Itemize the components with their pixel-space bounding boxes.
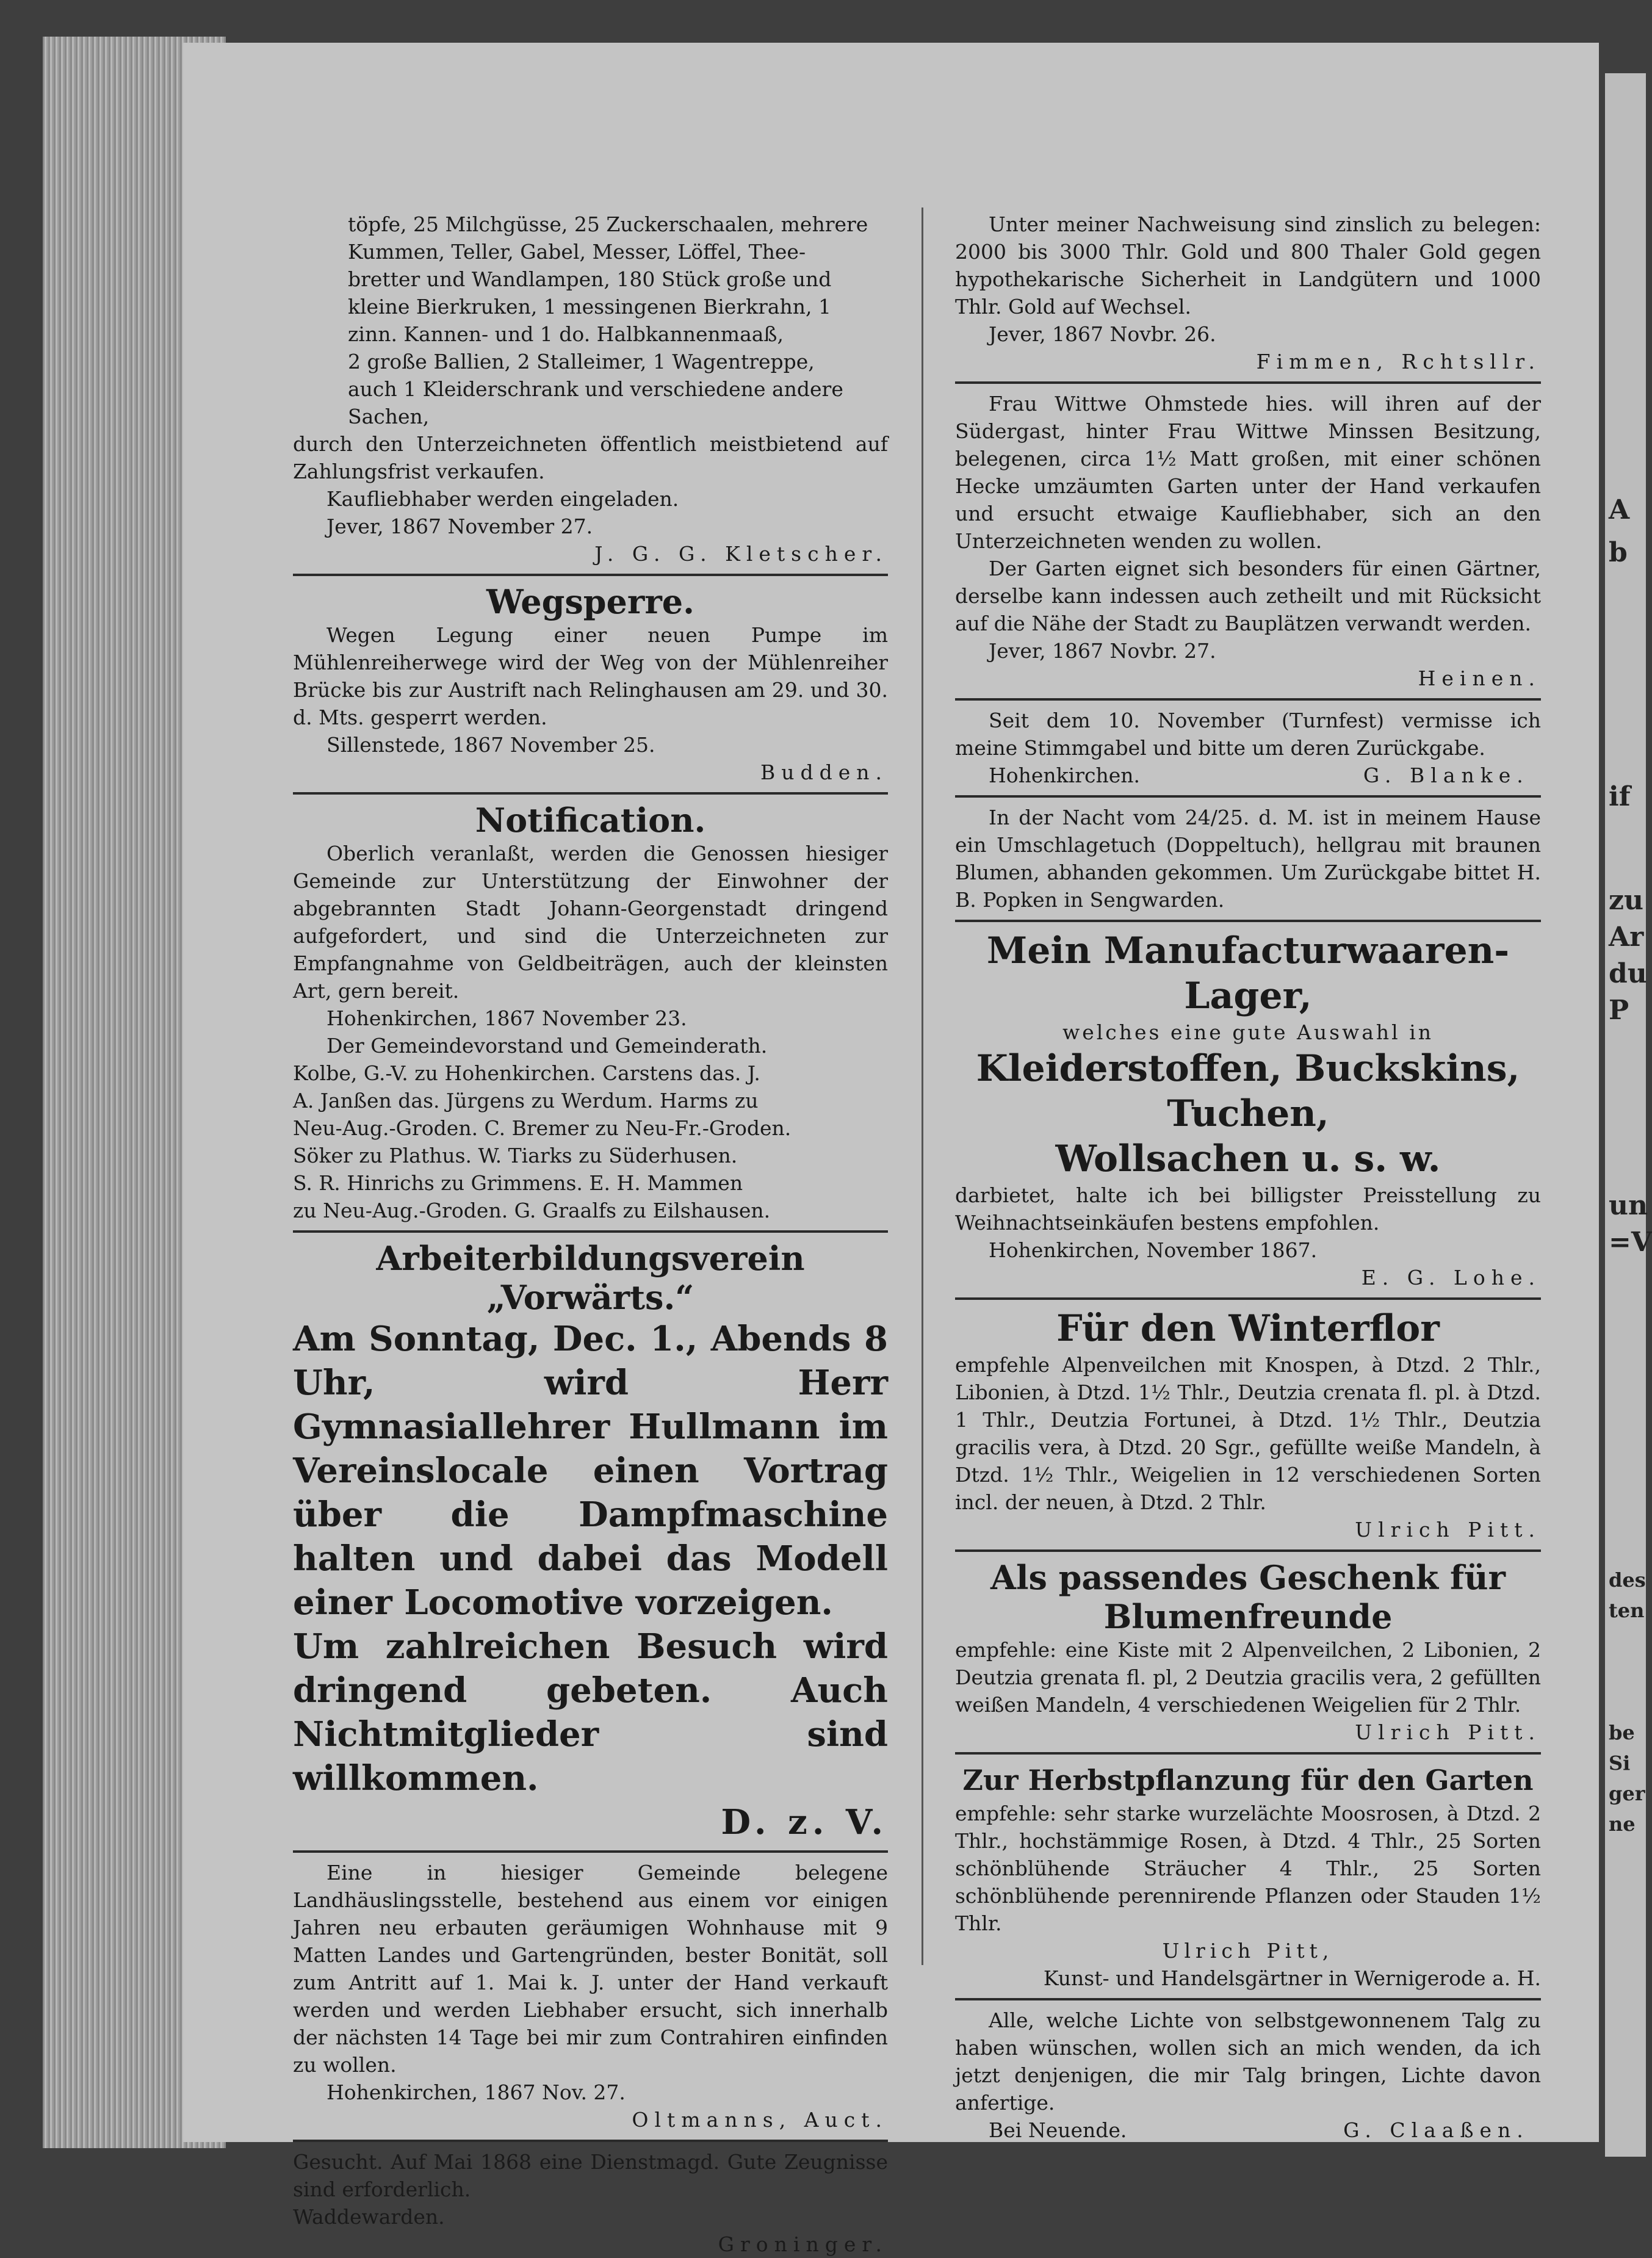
auction-continuation — [293, 211, 888, 430]
separator — [955, 381, 1541, 384]
notice-body: Unter meiner Nachweisung sind zinslich zu belegen: 2000 bis 3000 Thlr. Gold und 800 Thaler Gold gegen hypothekarische Sicherheit in Landgütern und 1000 Thlr. Gold auf Wechsel. — [955, 212, 1541, 319]
council-names: S. R. Hinrichs zu Grimmens. E. H. Mammen — [293, 1171, 743, 1195]
notice-body: Alle, welche Lichte von selbstgewonnenem Talg zu haben wünschen, wollen sich an mich wenden, da ich jetzt denjenigen, die mir Talg bringen, Lichte davon anfertige. — [955, 2008, 1541, 2115]
text-line: zinn. Kannen- und 1 do. Halbkannenmaaß, — [348, 322, 784, 346]
ad-date: Jever, 1867 November 27. — [326, 514, 593, 538]
winter-flowers-ad — [955, 1306, 1541, 1543]
edge-fragment: du — [1609, 958, 1647, 989]
notice-body: Wegen Legung einer neuen Pumpe im Mühlenreiherwege wird der Weg von der Mühlenreiher Brücke bis zur Austrift nach Relinghausen am 29. und 30. d. Mts. gesperrt werden. — [293, 623, 888, 729]
edge-fragment: ten — [1609, 1599, 1645, 1622]
ad-title: Für den Winterflor — [1056, 1307, 1440, 1350]
ad-body: darbietet, halte ich bei billigster Preisstellung zu Weihnachtseinkäufen bestens empfohlen. — [955, 1183, 1541, 1235]
separator — [293, 574, 888, 576]
edge-fragment: =V — [1609, 1227, 1652, 1258]
text-line: 2 große Ballien, 2 Stalleimer, 1 Wagentreppe, — [348, 350, 815, 373]
notice-signature: G. Claaßen. — [1343, 2118, 1529, 2142]
edge-fragment: P — [1609, 995, 1629, 1026]
separator — [955, 795, 1541, 798]
ad-signature: E. G. Lohe. — [1361, 1266, 1541, 1290]
notice-date: Hohenkirchen, 1867 Nov. 27. — [326, 2080, 626, 2104]
right-column — [955, 211, 1541, 2144]
text-line: bretter und Wandlampen, 180 Stück große und — [348, 267, 832, 291]
notice-body-2: Der Garten eignet sich besonders für einen Gärtner, derselbe kann indessen auch zetheilt und mit Rücksicht auf die Nähe der Stadt zu Bauplätzen verwandt werden. — [955, 557, 1541, 635]
council-names: A. Janßen das. Jürgens zu Werdum. Harms zu — [293, 1089, 759, 1113]
gift-ad — [955, 1558, 1541, 1746]
notification-notice — [293, 801, 888, 1224]
separator — [955, 1549, 1541, 1552]
notice-date: Sillenstede, 1867 November 25. — [326, 733, 655, 757]
council-names: Neu-Aug.-Groden. C. Bremer zu Neu-Fr.-Groden. — [293, 1116, 792, 1140]
ad-goods: Wollsachen u. s. w. — [1055, 1138, 1441, 1180]
column-divider — [922, 207, 923, 1965]
edge-fragment: un — [1609, 1190, 1648, 1221]
notice-body: Seit dem 10. November (Turnfest) vermisse ich meine Stimmgabel und bitte um deren Zurückgabe. — [955, 709, 1541, 760]
separator — [955, 1752, 1541, 1755]
notice-signature: Fimmen, Rchtsllr. — [1256, 350, 1541, 373]
tallow-candles-notice — [955, 2007, 1541, 2144]
separator — [955, 920, 1541, 922]
autumn-planting-ad — [955, 1761, 1541, 1992]
notice-date: Jever, 1867 Novbr. 26. — [989, 322, 1216, 346]
separator — [293, 2140, 888, 2142]
separator — [293, 1230, 888, 1233]
edge-fragment: Si — [1609, 1751, 1631, 1775]
road-closure-notice — [293, 582, 888, 786]
notice-date: Hohenkirchen, 1867 November 23. — [326, 1006, 687, 1030]
separator — [955, 1998, 1541, 2000]
ad-body: empfehle: eine Kiste mit 2 Alpenveilchen, 2 Libonien, 2 Deutzia grenata fl. pl, 2 Deutzia gracilis vera, 2 gefüllten weißen Mandeln, 4 verschiedenen Weigelien für 2 Thlr. — [955, 1638, 1541, 1717]
notice-council: Der Gemeindevorstand und Gemeinderath. — [326, 1034, 768, 1058]
edge-fragment: des — [1609, 1568, 1646, 1592]
edge-fragment: A — [1609, 494, 1630, 525]
notice-signature: Oltmanns, Auct. — [632, 2108, 888, 2132]
text-line: Sachen, — [348, 405, 430, 428]
separator — [293, 792, 888, 795]
notice-title: Wegsperre. — [486, 582, 694, 621]
edge-fragment: b — [1609, 537, 1628, 568]
left-column — [293, 211, 888, 2258]
notice-signature: Budden. — [760, 760, 888, 784]
council-names: Söker zu Plathus. W. Tiarks zu Süderhusen. — [293, 1144, 738, 1167]
edge-fragment: zu — [1609, 885, 1643, 916]
notice-place: Hohenkirchen. — [989, 763, 1141, 787]
notice-place: Waddewarden. — [293, 2205, 445, 2229]
ad-invite: Kaufliebhaber werden eingeladen. — [326, 487, 679, 511]
notice-title: Notification. — [475, 801, 706, 840]
notice-body: Am Sonntag, Dec. 1., Abends 8 Uhr, wird Herr Gymnasiallehrer Hullmann im Vereinslocale einen Vortrag über die Dampfmaschine halten und dabei das Modell einer Locomotive vorzeigen. — [293, 1319, 888, 1623]
workers-association-notice — [293, 1239, 888, 1844]
ad-body: empfehle Alpenveilchen mit Knospen, à Dtzd. 2 Thlr., Libonien, à Dtzd. 1½ Thlr., Deutzia crenata fl. pl. à Dtzd. 1 Thlr., Deutzia Fortunei, à Dtzd. 1½ Thlr., Deutzia gracilis vera, à Dtzd. 20 Sgr., gefüllte weiße Mandeln, à Dtzd. 1½ Thlr., Weigelien in 12 verschiedenen Sorten incl. der neuen, à Dtzd. 2 Thlr. — [955, 1353, 1541, 1514]
edge-fragment: ger — [1609, 1782, 1645, 1805]
notice-body: Eine in hiesiger Gemeinde belegene Landhäuslingsstelle, bestehend aus einem vor einigen Jahren neu erbauten geräumigen Wohnhause mit 9 Matten Landes und Gartengründen, bester Bonität, soll zum Antritt auf 1. Mai k. J. unter der Hand verkauft werden und werden Liebhaber ersucht, sich innerhalb der nächsten 14 Tage bei mir zum Contrahiren einfinden zu wollen. — [293, 1861, 888, 2077]
council-names: Kolbe, G.-V. zu Hohenkirchen. Carstens das. J. — [293, 1061, 760, 1085]
wanted-notice — [293, 2148, 888, 2258]
edge-fragment: Ar — [1609, 922, 1644, 953]
lost-tuning-fork-notice — [955, 707, 1541, 789]
council-names: zu Neu-Aug.-Groden. G. Graalfs zu Eilshausen. — [293, 1199, 771, 1222]
notice-body: In der Nacht vom 24/25. d. M. ist in meinem Hause ein Umschlagetuch (Doppeltuch), hellgrau mit braunen Blumen, abhanden gekommen. Um Zurückgabe bittet H. B. Popken in Sengwarden. — [955, 806, 1541, 912]
notice-body: Gesucht. Auf Mai 1868 eine Dienstmagd. Gute Zeugnisse sind erforderlich. — [293, 2150, 888, 2201]
notice-body: Frau Wittwe Ohmstede hies. will ihren auf der Südergast, hinter Frau Wittwe Minssen Besitzung, belegenen, circa 1½ Matt großen, mit einer schönen Hecke umzäumten Garten unter der Hand verkaufen und ersucht etwaige Kaufliebhaber, sich an den Unterzeichneten wenden zu wollen. — [955, 392, 1541, 553]
textile-store-ad — [955, 928, 1541, 1291]
ad-date: Hohenkirchen, November 1867. — [989, 1238, 1318, 1262]
lost-shawl-notice — [955, 804, 1541, 914]
notice-place: Bei Neuende. — [989, 2118, 1127, 2142]
edge-fragment: ne — [1609, 1813, 1636, 1836]
notice-subtitle: „Vorwärts.“ — [486, 1278, 694, 1317]
separator — [293, 1850, 888, 1853]
notice-signature: Heinen. — [1418, 666, 1541, 690]
ad-goods: Kleiderstoffen, Buckskins, Tuchen, — [976, 1047, 1520, 1135]
ad-signature-title: Kunst- und Handelsgärtner in Wernigerode a. H. — [1043, 1966, 1541, 1990]
ad-signature: Ulrich Pitt. — [1355, 1720, 1541, 1744]
notice-date: Jever, 1867 Novbr. 27. — [989, 639, 1216, 663]
notice-body-2: Um zahlreichen Besuch wird dringend gebeten. Auch Nichtmitglieder sind willkommen. — [293, 1626, 888, 1798]
adjacent-page-strip — [1605, 73, 1652, 2157]
text-line: töpfe, 25 Milchgüsse, 25 Zuckerschaalen, mehrere — [348, 212, 868, 236]
auction-details — [293, 430, 888, 568]
text-line: Kummen, Teller, Gabel, Messer, Löffel, Thee- — [348, 240, 806, 264]
garden-sale-notice — [955, 390, 1541, 692]
text-line: auch 1 Kleiderschrank und verschiedene andere — [348, 377, 843, 401]
ad-body: durch den Unterzeichneten öffentlich meistbietend auf Zahlungsfrist verkaufen. — [293, 432, 888, 483]
notice-title: Arbeiterbildungsverein — [376, 1239, 805, 1278]
separator — [955, 698, 1541, 701]
ad-title: Zur Herbstpflanzung für den Garten — [962, 1764, 1534, 1797]
ad-signature: J. G. G. Kletscher. — [594, 542, 888, 566]
edge-fragment: be — [1609, 1721, 1635, 1744]
edge-fragment: if — [1609, 781, 1631, 812]
text-line: kleine Bierkruken, 1 messingenen Bierkrahn, 1 — [348, 295, 831, 319]
ad-signature: Ulrich Pitt. — [1355, 1518, 1541, 1542]
money-lending-notice — [955, 211, 1541, 375]
separator — [955, 1297, 1541, 1300]
ad-title: Mein Manufacturwaaren-Lager, — [986, 929, 1510, 1017]
notice-signature: Groninger. — [718, 2232, 888, 2256]
notice-signature: D. z. V. — [721, 1802, 888, 1842]
ad-signature: Ulrich Pitt, — [1162, 1939, 1334, 1963]
ad-title-2: Blumenfreunde — [1103, 1597, 1393, 1636]
ad-title: Als passendes Geschenk für — [990, 1558, 1506, 1597]
ad-subtitle: welches eine gute Auswahl in — [1062, 1020, 1434, 1044]
ad-body: empfehle: sehr starke wurzelächte Moosrosen, à Dtzd. 2 Thlr., hochstämmige Rosen, à Dtzd. 4 Thlr., 25 Sorten schönblühende Sträucher 4 Thlr., 25 Sorten schönblühende perennirende Pflanzen oder Stauden 1½ Thlr. — [955, 1802, 1541, 1935]
notice-body: Oberlich veranlaßt, werden die Genossen hiesiger Gemeinde zur Unterstützung der Einwohner der abgebrannten Stadt Johann-Georgenstadt dringend aufgefordert, und sind die Unterzeichneten zur Empfangnahme von Geldbeiträgen, auch der kleinsten Art, gern bereit. — [293, 842, 888, 1003]
notice-signature: G. Blanke. — [1363, 763, 1529, 787]
property-sale-notice — [293, 1859, 888, 2134]
